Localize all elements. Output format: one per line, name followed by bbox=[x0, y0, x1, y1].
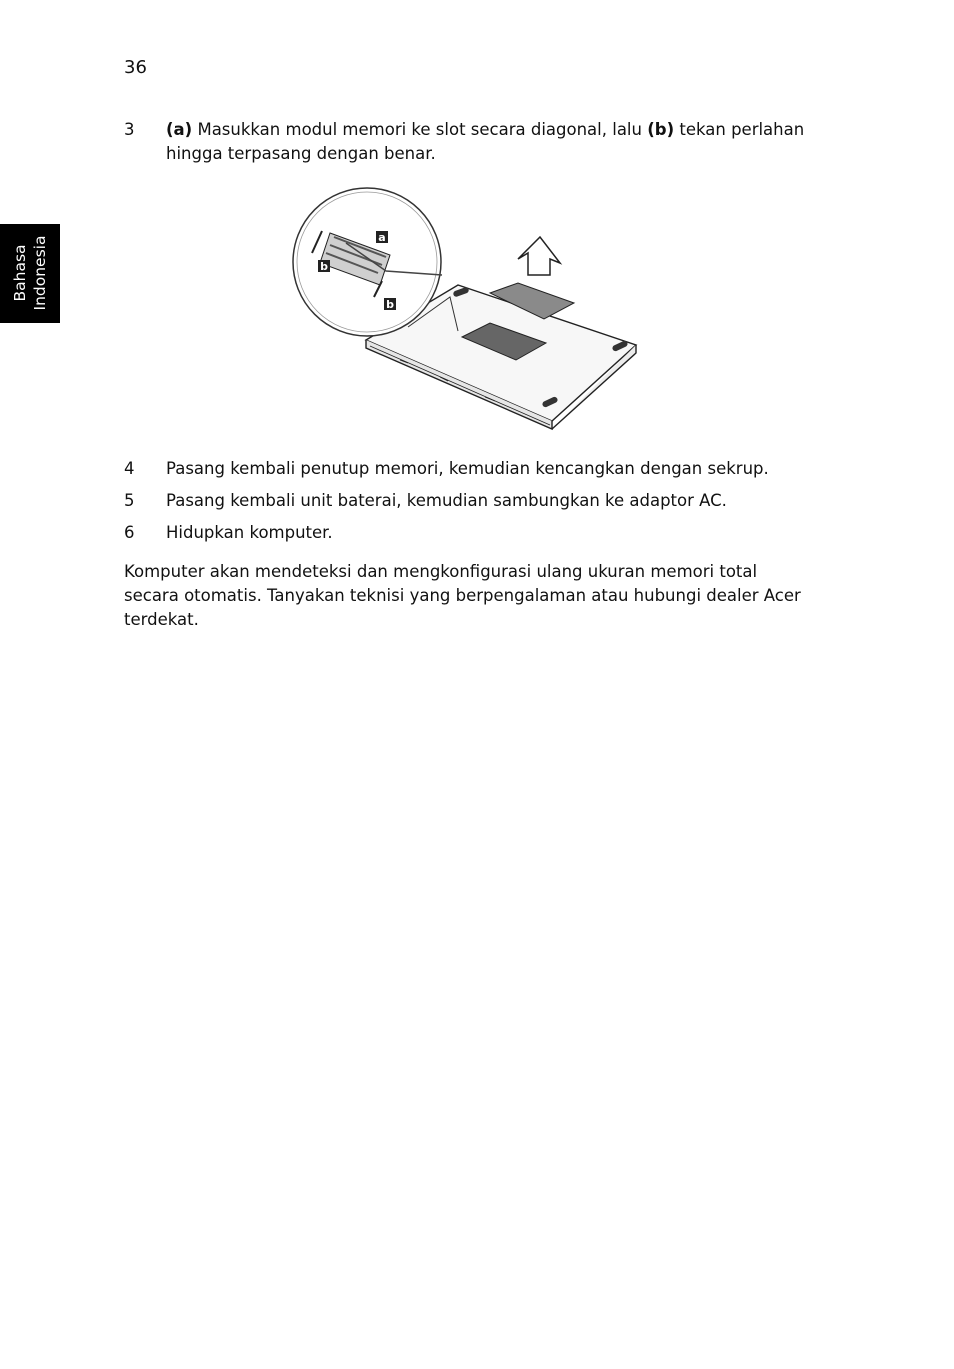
step-part-a-label: (a) bbox=[166, 120, 193, 139]
language-tab-line2: Indonesia bbox=[31, 235, 49, 311]
closing-paragraph: Komputer akan mendeteksi dan mengkonfigurasi ulang ukuran memori total secara otomatis. Tanyakan teknisi yang berpengalaman atau hubungi dealer Acer terdekat. bbox=[124, 562, 801, 629]
step-text bbox=[166, 118, 806, 166]
step-number: 6 bbox=[124, 523, 135, 542]
language-tab-label bbox=[10, 224, 50, 323]
figure-label-b2: b bbox=[386, 298, 394, 311]
memory-install-illustration bbox=[290, 185, 650, 433]
figure-label-b1: b bbox=[320, 260, 328, 273]
page-number: 36 bbox=[124, 57, 147, 78]
step-text: Hidupkan komputer. bbox=[166, 523, 333, 542]
laptop-memory-diagram bbox=[290, 185, 650, 433]
step-number: 3 bbox=[124, 120, 135, 139]
step-text: Pasang kembali penutup memori, kemudian kencangkan dengan sekrup. bbox=[166, 459, 769, 478]
step-text-b: tekan perlahan hingga terpasang dengan benar. bbox=[166, 120, 805, 163]
figure-label-b2-box bbox=[384, 298, 396, 311]
step-text: Pasang kembali unit baterai, kemudian sambungkan ke adaptor AC. bbox=[166, 491, 727, 510]
step-text-a: Masukkan modul memori ke slot secara diagonal, lalu bbox=[192, 120, 648, 139]
step-number: 5 bbox=[124, 491, 135, 510]
language-tab-line1: Bahasa bbox=[11, 244, 29, 302]
language-side-tab bbox=[0, 224, 60, 323]
step-part-b-label: (b) bbox=[647, 120, 675, 139]
figure-label-a-box bbox=[376, 231, 388, 244]
step-number: 4 bbox=[124, 459, 135, 478]
figure-label-b1-box bbox=[318, 260, 330, 273]
figure-label-a: a bbox=[378, 231, 386, 244]
magnifier-circle bbox=[293, 188, 442, 336]
lift-up-arrow bbox=[518, 237, 560, 275]
